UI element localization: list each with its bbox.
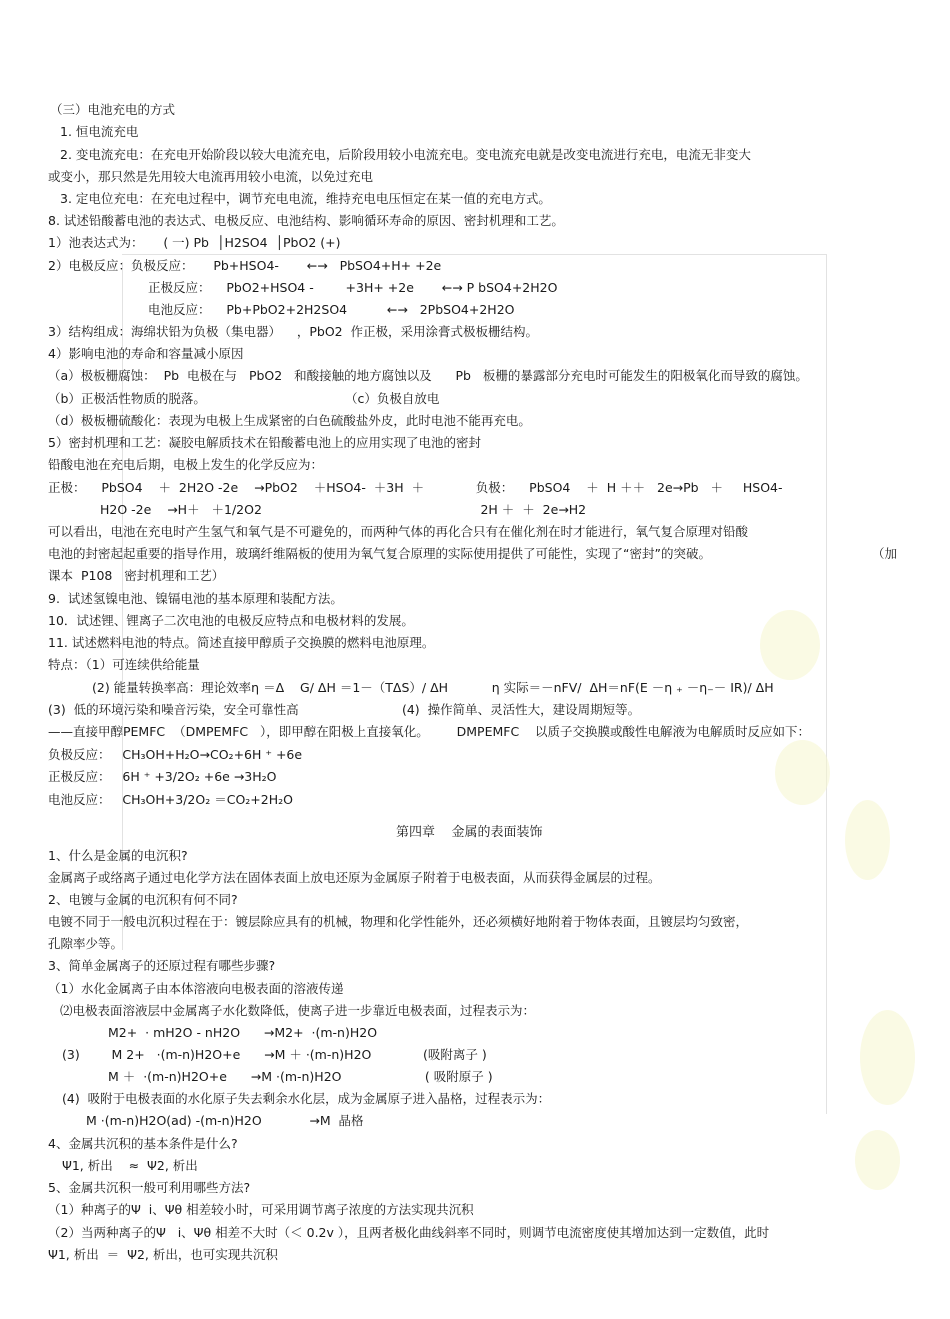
text-line: 负极反应： CH₃OH+H₂O→CO₂+6H ⁺ +6e: [48, 747, 303, 762]
text-line: 9. 试述氢镍电池、镍镉电池的基本原理和装配方法。: [48, 591, 343, 606]
text-line: 电池反应： CH₃OH+3/2O₂ ＝CO₂+2H₂O: [48, 792, 293, 807]
text-line: 8. 试述铅酸蓄电池的表达式、电极反应、电池结构、影响循环寿命的原因、密封机理和工艺。: [48, 213, 564, 228]
text-line: 金属离子或络离子通过电化学方法在固体表面上放电还原为金属原子附着于电极表面，从而获得金属层的过程。: [48, 870, 661, 885]
text-line: 电镀不同于一般电沉积过程在于：镀层除应具有的机械，物理和化学性能外，还必须横好地附着于物体表面，且镀层均匀致密，: [48, 914, 749, 929]
text-line: （d）极板栅硫酸化：表现为电极上生成紧密的白色硫酸盐外皮，此时电池不能再充电。: [48, 413, 531, 428]
text-line: M2+ · mH2O - nH2O →M2+ ·(m-n)H2O: [108, 1025, 378, 1040]
text-line: 5）密封机理和工艺：凝胶电解质技术在铅酸蓄电池上的应用实现了电池的密封: [48, 435, 481, 450]
text-line: (3) M 2+ ·(m-n)H2O+e →M ＋ ·(m-n)H2O (吸附离子 ): [62, 1047, 487, 1062]
text-line: 铅酸电池在充电后期，电极上发生的化学反应为：: [48, 457, 324, 472]
background-spot: [860, 1010, 915, 1105]
text-line: 课本 P108 密封机理和工艺）: [48, 568, 225, 583]
background-spot: [845, 800, 890, 880]
text-line: （2）当两种离子的Ψ i、Ψθ 相差不大时（＜ 0.2v ），且两者极化曲线斜率不同时，则调节电流密度使其增加达到一定数值，此时: [48, 1225, 770, 1240]
text-line: （a）极板栅腐蚀： Pb 电极在与 PbO2 和酸接触的地方腐蚀以及 Pb 板栅的暴露部分充电时可能发生的阳极氧化而导致的腐蚀。: [48, 368, 808, 383]
text-line: 正极： PbSO4 ＋ 2H2O -2e →PbO2 ＋HSO4- ＋3H ＋ 负极： PbSO4 ＋ H ＋＋ 2e→Pb ＋ HSO4-: [48, 480, 783, 495]
background-spot: [775, 740, 830, 805]
text-line: ⑵电极表面溶液层中金属离子水化数降低，使离子进一步靠近电极表面，过程表示为：: [60, 1003, 536, 1018]
chapter-title: 第四章 金属的表面装饰: [396, 825, 543, 840]
text-line: 电池的封密起起重要的指导作用，玻璃纤维隔板的使用为氧气复合原理的实际使用提供了可能性，实现了“密封”的突破。: [48, 546, 711, 561]
text-line: Ψ1, 析出 ＝ Ψ2, 析出，也可实现共沉积: [48, 1247, 278, 1262]
background-spot: [760, 610, 820, 680]
text-line: 1、什么是金属的电沉积?: [48, 848, 188, 863]
text-line: 3、简单金属离子的还原过程有哪些步骤?: [48, 958, 276, 973]
page-frame-right-line: [826, 254, 827, 1114]
text-line: (3) 低的环境污染和噪音污染，安全可靠性高 (4) 操作简单、灵活性大，建设周期短等。: [48, 702, 641, 717]
text-line: 4、金属共沉积的基本条件是什么?: [48, 1136, 238, 1151]
text-line: 可以看出，电池在充电时产生氢气和氧气是不可避免的，而两种气体的再化合只有在催化剂在时才能进行，氧气复合原理对铅酸: [48, 524, 749, 539]
text-line: 孔隙率少等。: [48, 936, 124, 951]
text-line: （加: [872, 546, 898, 561]
text-line: ——直接甲醇PEMFC （DMPEMFC ），即甲醇在阳极上直接氧化。 DMPEMFC 以质子交换膜或酸性电解液为电解质时反应如下：: [48, 724, 811, 739]
text-line: 正极反应： 6H ⁺ +3/2O₂ +6e →3H₂O: [48, 769, 277, 784]
text-line: （1）水化金属离子由本体溶液向电极表面的溶液传递: [48, 981, 344, 996]
text-line: 2）电极反应：负极反应： Pb+HSO4- ←→ PbSO4+H+ +2e: [48, 258, 442, 273]
text-line: 4）影响电池的寿命和容量减小原因: [48, 346, 244, 361]
text-line: 1. 恒电流充电: [60, 124, 139, 139]
text-line: 11. 试述燃料电池的特点。简述直接甲醇质子交换膜的燃料电池原理。: [48, 635, 435, 650]
page-frame-top-line: [122, 254, 826, 255]
text-line: 特点：（1）可连续供给能量: [48, 657, 200, 672]
text-line: 10．试述锂、锂离子二次电池的电极反应特点和电极材料的发展。: [48, 613, 414, 628]
text-line: 2. 变电流充电：在充电开始阶段以较大电流充电，后阶段用较小电流充电。变电流充电就是改变电流进行充电，电流无非变大: [60, 147, 751, 162]
text-line: 3）结构组成：海绵状铅为负极（集电器） ，PbO2 作正极，采用涂膏式极板栅结构。: [48, 324, 539, 339]
text-line: M ＋ ·(m-n)H2O+e →M ·(m-n)H2O ( 吸附原子 ): [108, 1069, 493, 1084]
text-line: （b）正极活性物质的脱落。 （c）负极自放电: [48, 391, 440, 406]
text-line: 正极反应： PbO2+HSO4 - +3H+ +2e ←→ P bSO4+2H2O: [148, 280, 558, 295]
text-line: （1）种离子的Ψ i、Ψθ 相差较小时，可采用调节离子浓度的方法实现共沉积: [48, 1202, 474, 1217]
text-line: 1）池表达式为： ( 一) Pb │H2SO4 │PbO2 (+): [48, 235, 341, 250]
text-line: Ψ1, 析出 ≈ Ψ2, 析出: [62, 1158, 198, 1173]
text-line: M ·(m-n)H2O(ad) -(m-n)H2O →M 晶格: [86, 1113, 364, 1128]
background-spot: [855, 1130, 900, 1190]
text-line: 5、金属共沉积一般可利用哪些方法?: [48, 1180, 251, 1195]
text-line: 电池反应： Pb+PbO2+2H2SO4 ←→ 2PbSO4+2H2O: [148, 302, 515, 317]
text-line: 2、电镀与金属的电沉积有何不同?: [48, 892, 238, 907]
text-line: H2O -2e →H＋ ＋1/2O2 2H ＋ ＋ 2e→H2: [100, 502, 587, 517]
text-line: (2) 能量转换率高：理论效率η ＝Δ G/ ΔH ＝1－（TΔS）/ ΔH η 实际＝－nFV/ ΔH＝nF(E －η ₊ －η₋－ IR)/ ΔH: [92, 680, 774, 695]
text-line: （三）电池充电的方式: [50, 102, 176, 117]
text-line: 3. 定电位充电：在充电过程中，调节充电电流，维持充电电压恒定在某一值的充电方式。: [60, 191, 551, 206]
text-line: 或变小，那只然是先用较大电流再用较小电流，以免过充电: [48, 169, 374, 184]
text-line: (4) 吸附于电极表面的水化原子失去剩余水化层，成为金属原子进入晶格，过程表示为：: [62, 1091, 551, 1106]
